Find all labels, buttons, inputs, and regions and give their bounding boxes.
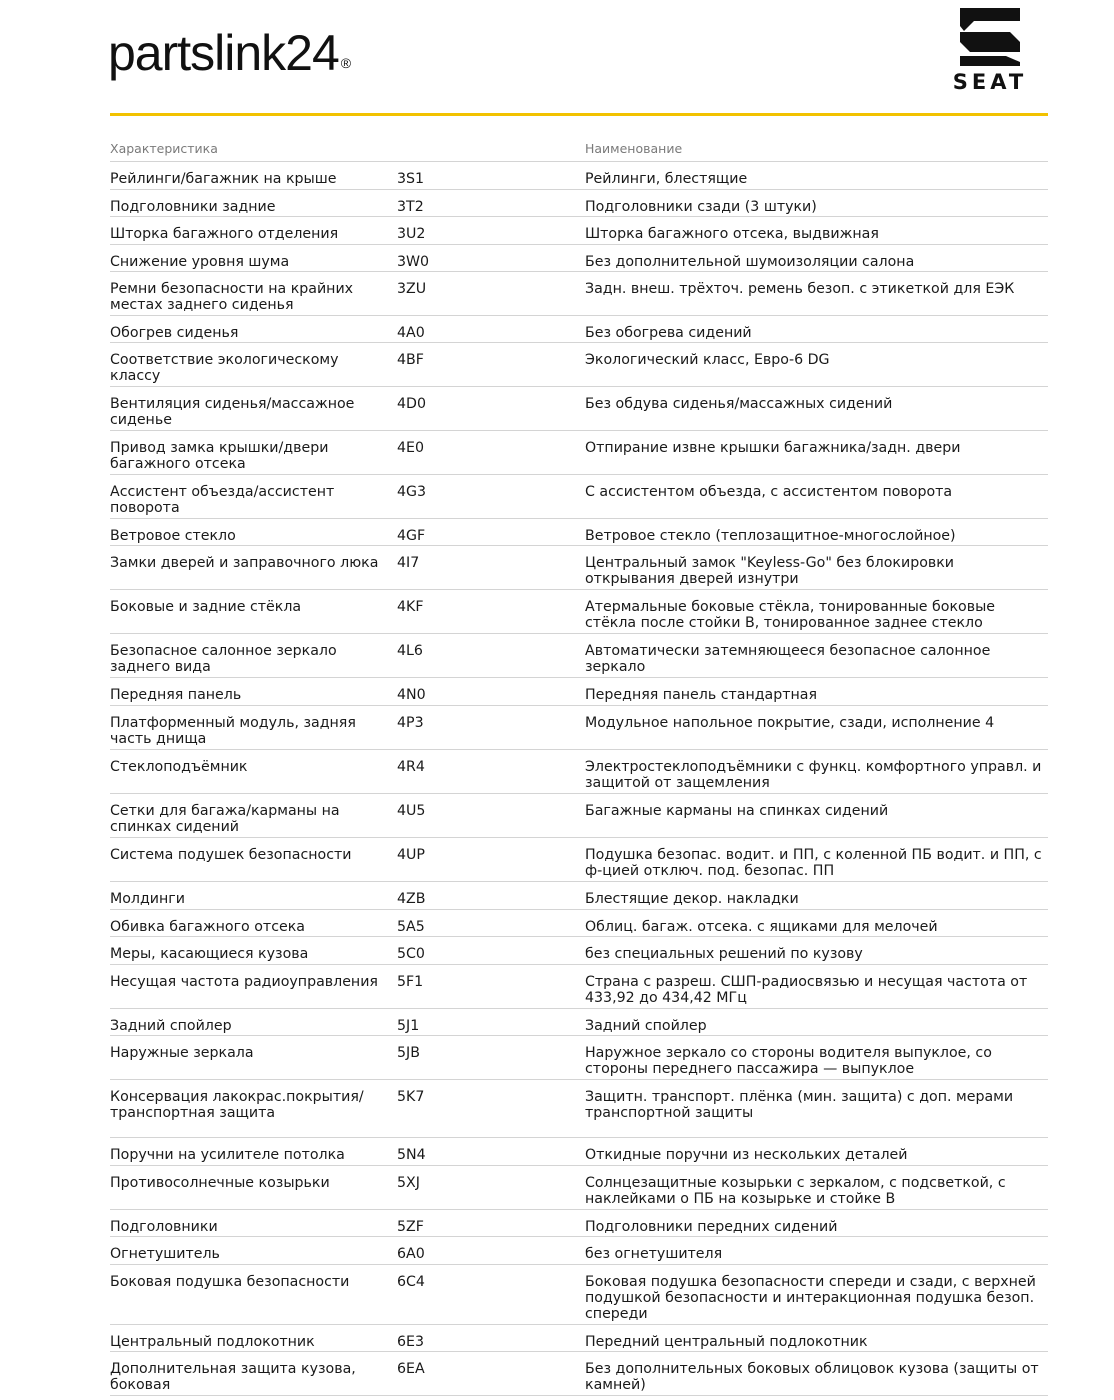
code-cell: 5A5 xyxy=(397,919,425,935)
feature-cell: Обогрев сиденья xyxy=(110,325,239,341)
code-cell: 4ZB xyxy=(397,891,426,907)
description-cell: Шторка багажного отсека, выдвижная xyxy=(585,226,879,242)
feature-cell: Замки дверей и заправочного люка xyxy=(110,555,379,571)
table-row xyxy=(110,217,1048,245)
code-cell: 5K7 xyxy=(397,1089,425,1105)
table-row xyxy=(110,1352,1048,1396)
table-row xyxy=(110,634,1048,678)
table-row xyxy=(110,590,1048,634)
feature-cell: Консервация лакокрас.покрытия/транспортная защита xyxy=(110,1089,364,1121)
code-cell: 3S1 xyxy=(397,171,425,187)
description-cell: Без обдува сиденья/массажных сидений xyxy=(585,396,893,412)
code-cell: 4L6 xyxy=(397,643,423,659)
brand-name: partslink24 xyxy=(108,25,339,81)
table-row xyxy=(110,1210,1048,1237)
description-cell: Подушка безопас. водит. и ПП, с коленной ПБ водит. и ПП, с ф-цией отключ. под. безопас. ПП xyxy=(585,847,1042,879)
feature-cell: Платформенный модуль, задняя часть днища xyxy=(110,715,356,747)
code-cell: 6EA xyxy=(397,1361,425,1377)
code-cell: 5JB xyxy=(397,1045,420,1061)
table-row xyxy=(110,387,1048,431)
description-cell: Экологический класс, Евро-6 DG xyxy=(585,352,830,368)
table-row xyxy=(110,678,1048,706)
description-cell: Защитн. транспорт. плёнка (мин. защита) с доп. мерами транспортной защиты xyxy=(585,1089,1014,1121)
code-cell: 4KF xyxy=(397,599,424,615)
description-cell: Наружное зеркало со стороны водителя выпуклое, со стороны переднего пассажира — выпуклое xyxy=(585,1045,992,1077)
code-cell: 3T2 xyxy=(397,199,424,215)
code-cell: 5XJ xyxy=(397,1175,420,1191)
table-row xyxy=(110,965,1048,1009)
code-cell: 6E3 xyxy=(397,1334,425,1350)
description-cell: Без обогрева сидений xyxy=(585,325,752,341)
feature-cell: Боковые и задние стёкла xyxy=(110,599,302,615)
feature-cell: Рейлинги/багажник на крыше xyxy=(110,171,337,187)
feature-cell: Подголовники xyxy=(110,1219,218,1235)
feature-cell: Противосолнечные козырьки xyxy=(110,1175,330,1191)
description-cell: Передняя панель стандартная xyxy=(585,687,818,703)
description-cell: Подголовники передних сидений xyxy=(585,1219,838,1235)
description-cell: без специальных решений по кузову xyxy=(585,946,863,962)
code-cell: 3W0 xyxy=(397,254,430,270)
code-cell: 4D0 xyxy=(397,396,426,412)
description-cell: Солнцезащитные козырьки с зеркалом, с подсветкой, с наклейками о ПБ на козырьке и стойке B xyxy=(585,1175,1006,1207)
feature-cell: Стеклоподъёмник xyxy=(110,759,248,775)
feature-cell: Система подушек безопасности xyxy=(110,847,352,863)
feature-cell: Ветровое стекло xyxy=(110,528,236,544)
feature-cell: Привод замка крышки/двери багажного отсека xyxy=(110,440,329,472)
feature-cell: Поручни на усилителе потолка xyxy=(110,1147,345,1163)
code-cell: 4P3 xyxy=(397,715,424,731)
table-row xyxy=(110,1265,1048,1325)
table-row xyxy=(110,245,1048,272)
code-cell: 4G3 xyxy=(397,484,427,500)
feature-cell: Ремни безопасности на крайних местах заднего сиденья xyxy=(110,281,354,313)
feature-cell: Подголовники задние xyxy=(110,199,276,215)
feature-cell: Задний спойлер xyxy=(110,1018,232,1034)
feature-cell: Сетки для багажа/карманы на спинках сидений xyxy=(110,803,340,835)
table-row xyxy=(110,162,1048,190)
description-cell: Без дополнительных боковых облицовок кузова (защиты от камней) xyxy=(585,1361,1039,1393)
description-cell: Облиц. багаж. отсека. с ящиками для мелочей xyxy=(585,919,938,935)
code-cell: 4A0 xyxy=(397,325,425,341)
feature-cell: Боковая подушка безопасности xyxy=(110,1274,350,1290)
description-cell: Страна с разреш. СШП-радиосвязью и несущая частота от 433,92 до 434,42 МГц xyxy=(585,974,1028,1006)
code-cell: 6A0 xyxy=(397,1246,425,1262)
code-cell: 4I7 xyxy=(397,555,420,571)
table-row xyxy=(110,882,1048,910)
feature-cell: Вентиляция сиденья/массажное сиденье xyxy=(110,396,355,428)
table-row xyxy=(110,794,1048,838)
feature-cell: Соответствие экологическому классу xyxy=(110,352,339,384)
feature-cell: Снижение уровня шума xyxy=(110,254,290,270)
code-cell: 4GF xyxy=(397,528,426,544)
table-row xyxy=(110,1080,1048,1138)
description-cell: Откидные поручни из нескольких деталей xyxy=(585,1147,908,1163)
description-cell: без огнетушителя xyxy=(585,1246,723,1262)
feature-cell: Дополнительная защита кузова, боковая xyxy=(110,1361,356,1393)
description-cell: Модульное напольное покрытие, сзади, исполнение 4 xyxy=(585,715,995,731)
description-cell: Электростеклоподъёмники с функц. комфортного управл. и защитой от защемления xyxy=(585,759,1042,791)
table-row xyxy=(110,343,1048,387)
column-header-name: Наименование xyxy=(585,141,683,156)
description-cell: Автоматически затемняющееся безопасное салонное зеркало xyxy=(585,643,991,675)
code-cell: 3ZU xyxy=(397,281,427,297)
table-row xyxy=(110,1036,1048,1080)
table-row xyxy=(110,750,1048,794)
code-cell: 6C4 xyxy=(397,1274,425,1290)
feature-cell: Огнетушитель xyxy=(110,1246,220,1262)
description-cell: С ассистентом объезда, с ассистентом поворота xyxy=(585,484,953,500)
description-cell: Блестящие декор. накладки xyxy=(585,891,799,907)
code-cell: 4BF xyxy=(397,352,424,368)
table-row xyxy=(110,546,1048,590)
code-cell: 5F1 xyxy=(397,974,424,990)
table-row xyxy=(110,1138,1048,1166)
header-divider xyxy=(110,113,1048,116)
description-cell: Багажные карманы на спинках сидений xyxy=(585,803,889,819)
code-cell: 4E0 xyxy=(397,440,425,456)
table-row xyxy=(110,838,1048,882)
description-cell: Рейлинги, блестящие xyxy=(585,171,748,187)
table-row xyxy=(110,1166,1048,1210)
code-cell: 5J1 xyxy=(397,1018,420,1034)
column-header-characteristic: Характеристика xyxy=(110,141,218,156)
code-cell: 4UP xyxy=(397,847,425,863)
table-row xyxy=(110,475,1048,519)
description-cell: Отпирание извне крышки багажника/задн. двери xyxy=(585,440,961,456)
code-cell: 5ZF xyxy=(397,1219,424,1235)
description-cell: Задн. внеш. трёхточ. ремень безоп. с этикеткой для ЕЭК xyxy=(585,281,1015,297)
feature-cell: Шторка багажного отделения xyxy=(110,226,339,242)
feature-cell: Молдинги xyxy=(110,891,185,907)
feature-cell: Безопасное салонное зеркало заднего вида xyxy=(110,643,337,675)
feature-cell: Меры, касающиеся кузова xyxy=(110,946,309,962)
description-cell: Боковая подушка безопасности спереди и сзади, с верхней подушкой безопасности и интеракционная подушка безоп. спереди xyxy=(585,1274,1036,1322)
table-row xyxy=(110,1237,1048,1265)
table-row xyxy=(110,272,1048,316)
description-cell: Без дополнительной шумоизоляции салона xyxy=(585,254,915,270)
code-cell: 5C0 xyxy=(397,946,425,962)
description-cell: Задний спойлер xyxy=(585,1018,707,1034)
table-row xyxy=(110,910,1048,937)
description-cell: Центральный замок "Keyless-Go" без блокировки открывания дверей изнутри xyxy=(585,555,955,587)
table-row xyxy=(110,519,1048,546)
table-row xyxy=(110,190,1048,217)
partslink24-logo xyxy=(108,18,350,88)
page-header xyxy=(0,0,1114,118)
seat-wordmark: SEAT xyxy=(952,70,1028,94)
feature-cell: Несущая частота радиоуправления xyxy=(110,974,378,990)
equipment-table xyxy=(110,136,1048,1396)
table-row xyxy=(110,937,1048,965)
table-header-row xyxy=(110,136,1048,162)
description-cell: Атермальные боковые стёкла, тонированные боковые стёкла после стойки B, тонированное заднее стекло xyxy=(585,599,996,631)
code-cell: 4N0 xyxy=(397,687,426,703)
table-row xyxy=(110,316,1048,343)
description-cell: Подголовники сзади (3 штуки) xyxy=(585,199,817,215)
code-cell: 5N4 xyxy=(397,1147,426,1163)
feature-cell: Центральный подлокотник xyxy=(110,1334,315,1350)
code-cell: 4U5 xyxy=(397,803,426,819)
feature-cell: Наружные зеркала xyxy=(110,1045,254,1061)
table-row xyxy=(110,706,1048,750)
feature-cell: Ассистент объезда/ассистент поворота xyxy=(110,484,335,516)
table-row xyxy=(110,1325,1048,1352)
table-row xyxy=(110,1009,1048,1036)
description-cell: Ветровое стекло (теплозащитное-многослойное) xyxy=(585,528,956,544)
description-cell: Передний центральный подлокотник xyxy=(585,1334,868,1350)
feature-cell: Обивка багажного отсека xyxy=(110,919,305,935)
table-row xyxy=(110,431,1048,475)
code-cell: 4R4 xyxy=(397,759,425,775)
code-cell: 3U2 xyxy=(397,226,426,242)
registered-mark: ® xyxy=(340,55,351,71)
feature-cell: Передняя панель xyxy=(110,687,242,703)
